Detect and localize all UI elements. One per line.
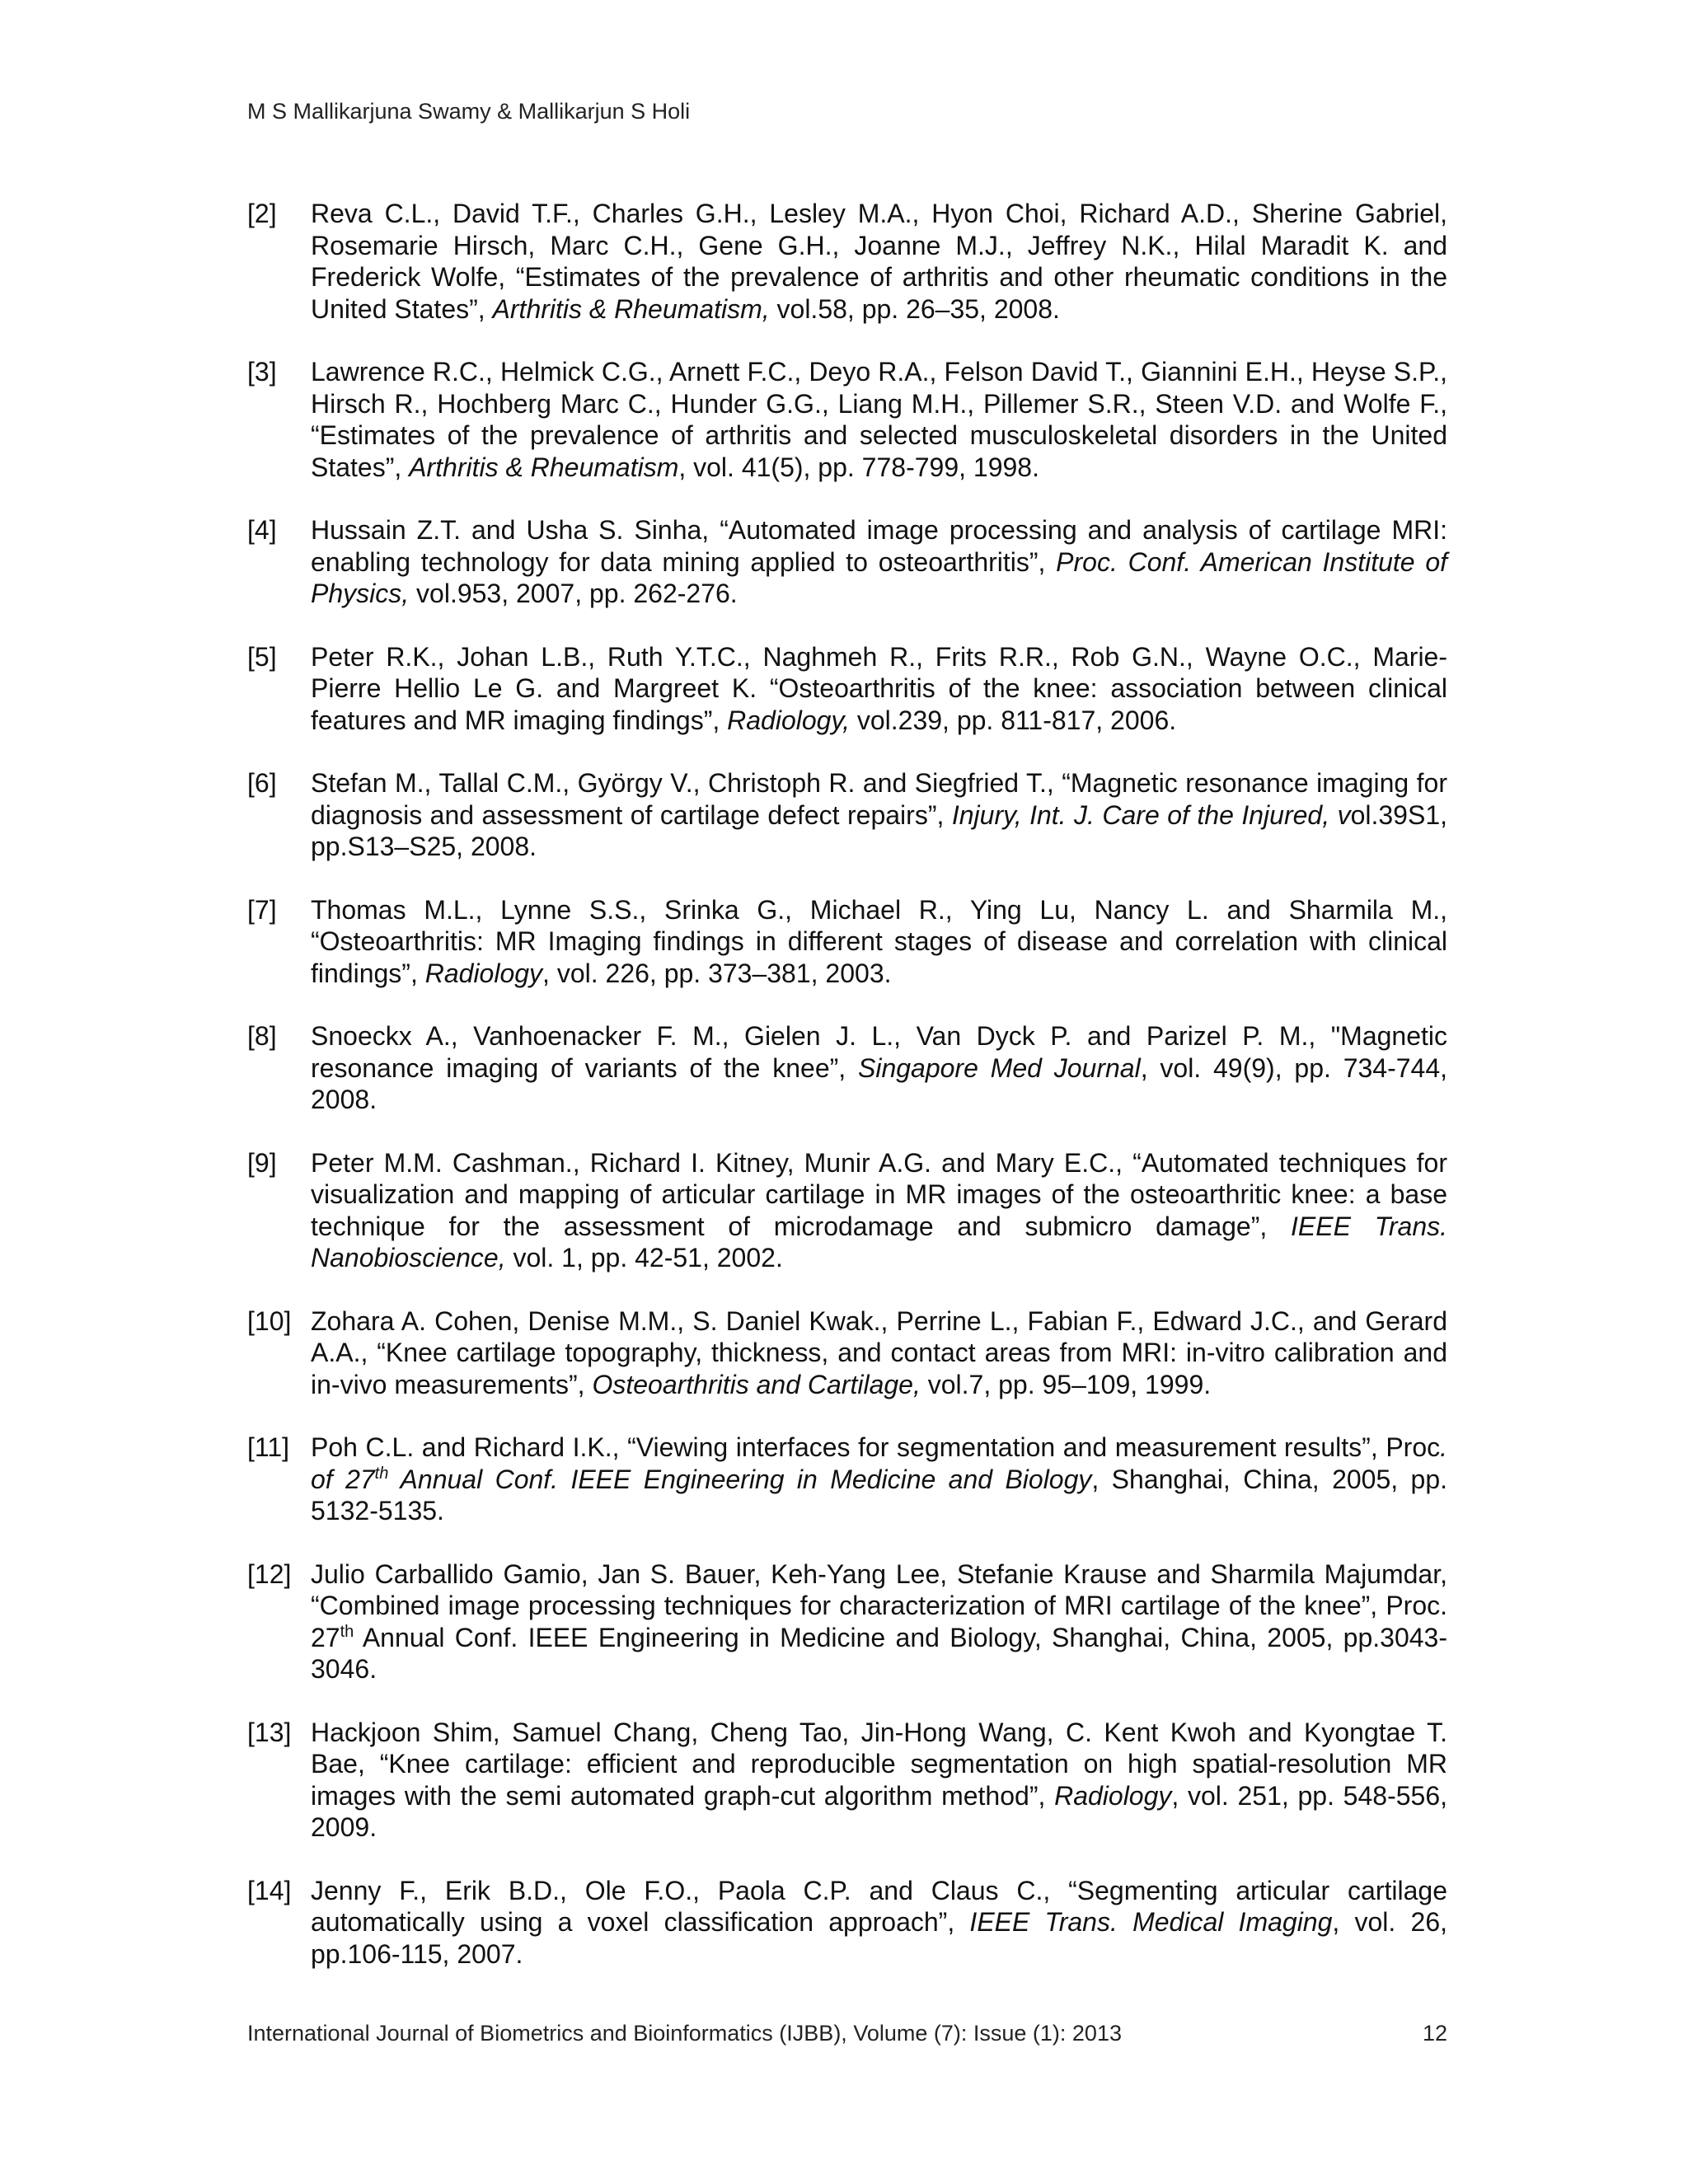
reference-item [247,356,1447,483]
reference-segment: Hackjoon Shim, Samuel Chang, Cheng Tao, Jin-Hong Wang, C. Kent Kwoh and Kyongtae T. Bae, “Knee cartilage: efficient and reproducible segmentation on high spatial-resolution MR images with the semi automated graph-cut algorithm method”, [311,1717,1447,1811]
reference-segment: Zohara A. Cohen, Denise M.M., S. Daniel Kwak., Perrine L., Fabian F., Edward J.C., and Gerard A.A., “Knee cartilage topography, thickness, and contact areas from MRI: in-vitro calibration and in-vivo measurements”, [311,1305,1447,1399]
reference-item [247,894,1447,990]
reference-italic-segment: Annual Conf. IEEE Engineering in Medicine and Biology [388,1464,1092,1494]
reference-italic-segment: Radiology [424,958,543,988]
reference-italic-segment: IEEE Trans. Nanobioscience, [311,1211,1448,1272]
reference-list [247,198,1447,2001]
reference-item [247,1147,1447,1274]
reference-segment: vol.239, pp. 811-817, 2006. [849,705,1177,735]
reference-text [311,1021,1447,1114]
reference-number: [2] [247,199,277,228]
reference-item [247,1717,1447,1844]
reference-segment: , vol. 26, pp.106-115, 2007. [311,1907,1448,1969]
reference-text [311,1432,1447,1526]
reference-segment: ol.39S1, pp.S13–S25, 2008. [311,799,1447,861]
reference-italic-segment: . of 27 [311,1432,1447,1494]
reference-item [247,641,1447,737]
reference-italic-segment: Radiology [1054,1780,1172,1811]
reference-italic-segment: Injury, Int. J. Care of the Injured, v [951,799,1351,830]
reference-number: [9] [247,1147,277,1178]
reference-segment: , vol. 49(9), pp. 734-744, 2008. [311,1052,1448,1114]
reference-segment: vol. 1, pp. 42-51, 2002. [505,1243,783,1272]
reference-segment: Snoeckx A., Vanhoenacker F. M., Gielen J. L., Van Dyck P. and Parizel P. M., "Magnetic resonance imaging of variants of the knee”, [311,1021,1447,1083]
reference-text [311,895,1447,988]
reference-segment: vol.7, pp. 95–109, 1999. [920,1369,1212,1399]
reference-number: [5] [247,641,277,672]
reference-text [311,1718,1447,1843]
reference-item [247,1432,1447,1527]
reference-number: [12] [247,1558,292,1589]
reference-italic-segment: Osteoarthritis and Cartilage, [592,1369,921,1399]
reference-segment: , Shanghai, China, 2005, pp. 5132-5135. [311,1464,1448,1526]
reference-item [247,1558,1447,1685]
reference-number: [6] [247,768,277,798]
reference-number: [13] [247,1717,292,1747]
reference-italic-segment: IEEE Trans. Medical Imaging [969,1907,1333,1937]
reference-segment: Lawrence R.C., Helmick C.G., Arnett F.C., Deyo R.A., Felson David T., Giannini E.H., Heyse S.P., Hirsch R., Hochberg Marc C., Hunder G.G., Liang M.H., Pillemer S.R., Steen V.D. and Wolfe F., “Estimates of the prevalence of arthritis and selected musculoskeletal disorders in the United States”, [311,357,1447,482]
reference-number: [3] [247,357,277,387]
footer-page-number: 12 [1422,2021,1447,2046]
reference-italic-segment: Proc. Conf. American Institute of Physics, [311,546,1447,608]
reference-item [247,1875,1447,1971]
reference-text [311,357,1447,482]
reference-italic-segment: Arthritis & Rheumatism, [492,293,770,324]
reference-number: [7] [247,894,277,925]
reference-number: [4] [247,515,277,545]
reference-italic-segment: Radiology, [727,705,850,735]
reference-segment: Stefan M., Tallal C.M., György V., Christoph R. and Siegfried T., “Magnetic resonance imaging for diagnosis and assessment of cartilage defect repairs”, [311,768,1447,830]
reference-text [311,1876,1447,1969]
reference-text [311,1306,1447,1399]
reference-segment: Jenny F., Erik B.D., Ole F.O., Paola C.P. and Claus C., “Segmenting articular cartilage automatically using a voxel classification approach”, [311,1875,1447,1937]
reference-number: [11] [247,1432,289,1462]
reference-segment: Annual Conf. IEEE Engineering in Medicine and Biology, Shanghai, China, 2005, pp.3043-3046. [311,1622,1447,1684]
reference-segment: vol.953, 2007, pp. 262-276. [409,579,738,608]
reference-segment: , vol. 251, pp. 548-556, 2009. [311,1780,1448,1842]
reference-item [247,767,1447,863]
reference-segment: Hussain Z.T. and Usha S. Sinha, “Automated image processing and analysis of cartilage MRI: enabling technology for data mining applied to osteoarthritis”, [311,515,1447,577]
reference-text [311,642,1447,735]
reference-segment: Poh C.L. and Richard I.K., “Viewing interfaces for segmentation and measurement results”, Proc [311,1432,1441,1462]
reference-text [311,199,1447,324]
page-header-authors: M S Mallikarjuna Swamy & Mallikarjun S Holi [247,99,691,124]
reference-text [311,768,1447,861]
reference-text [311,1559,1447,1685]
reference-superscript: th [374,1464,389,1483]
reference-segment: , vol. 226, pp. 373–381, 2003. [542,958,892,988]
reference-segment: , vol. 41(5), pp. 778-799, 1998. [678,452,1039,482]
reference-item [247,1305,1447,1401]
reference-segment: Thomas M.L., Lynne S.S., Srinka G., Michael R., Ying Lu, Nancy L. and Sharmila M., “Osteoarthritis: MR Imaging findings in different stages of disease and correlation with clinical findings”, [311,894,1447,988]
reference-text [311,515,1447,608]
reference-item [247,1020,1447,1116]
reference-text [311,1148,1447,1273]
reference-italic-segment: Singapore Med Journal [857,1052,1141,1083]
reference-segment: Julio Carballido Gamio, Jan S. Bauer, Keh-Yang Lee, Stefanie Krause and Sharmila Majumdar, “Combined image processing techniques for characterization of MRI cartilage of the knee”, Proc. 27 [311,1558,1447,1652]
reference-segment: Peter R.K., Johan L.B., Ruth Y.T.C., Naghmeh R., Frits R.R., Rob G.N., Wayne O.C., Marie-Pierre Hellio Le G. and Margreet K. “Osteoarthritis of the knee: association between clinical features and MR imaging findings”, [311,641,1447,735]
reference-superscript: th [340,1622,354,1641]
reference-segment: Peter M.M. Cashman., Richard I. Kitney, Munir A.G. and Mary E.C., “Automated techniques for visualization and mapping of articular cartilage in MR images of the osteoarthritic knee: a base technique for the assessment of microdamage and submicro damage”, [311,1147,1447,1241]
reference-italic-segment: Arthritis & Rheumatism [409,452,679,482]
reference-number: [8] [247,1021,277,1051]
reference-segment: Reva C.L., David T.F., Charles G.H., Lesley M.A., Hyon Choi, Richard A.D., Sherine Gabriel, Rosemarie Hirsch, Marc C.H., Gene G.H., Joanne M.J., Jeffrey N.K., Hilal Maradit K. and Frederick Wolfe, “Estimates of the prevalence of arthritis and other rheumatic conditions in the United States”, [311,199,1447,324]
reference-number: [10] [247,1305,292,1336]
reference-item [247,198,1447,325]
reference-number: [14] [247,1875,292,1905]
reference-segment: vol.58, pp. 26–35, 2008. [769,293,1060,324]
footer-journal-citation: International Journal of Biometrics and Bioinformatics (IJBB), Volume (7): Issue (1): 2013 [247,2021,1122,2046]
reference-item [247,514,1447,610]
